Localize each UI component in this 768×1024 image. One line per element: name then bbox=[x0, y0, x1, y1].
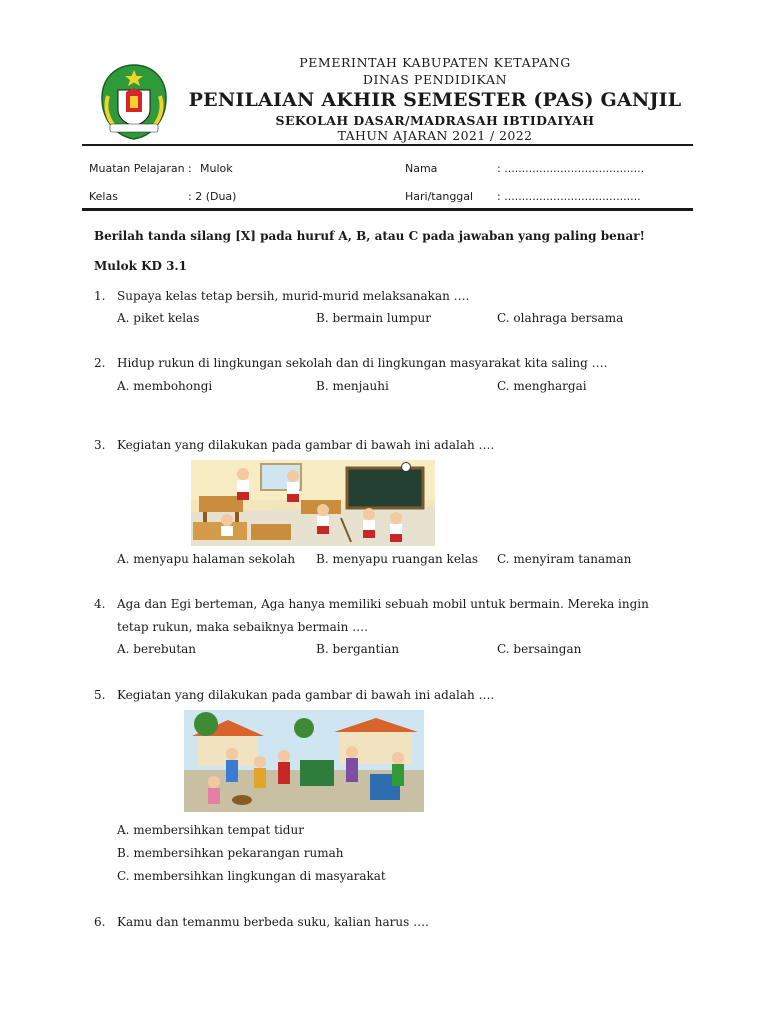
header-divider bbox=[82, 144, 693, 146]
date-label: Hari/tanggal bbox=[405, 190, 474, 203]
question-number: 2. bbox=[94, 356, 106, 370]
school-line: SEKOLAH DASAR/MADRASAH IBTIDAIYAH bbox=[275, 113, 595, 128]
option-a[interactable]: A. piket kelas bbox=[117, 311, 200, 325]
question-text: Hidup rukun di lingkungan sekolah dan di lingkungan masyarakat kita saling …. bbox=[117, 356, 608, 370]
question-text: Aga dan Egi berteman, Aga hanya memiliki sebuah mobil untuk bermain. Mereka ingin bbox=[117, 597, 649, 611]
identity-divider bbox=[82, 208, 693, 211]
regency-logo bbox=[96, 62, 172, 142]
class-label: Kelas bbox=[89, 190, 118, 203]
instruction: Berilah tanda silang [X] pada huruf A, B, atau C pada jawaban yang paling benar! bbox=[94, 229, 645, 243]
class-value: : 2 (Dua) bbox=[188, 190, 237, 203]
option-a[interactable]: A. membersihkan tempat tidur bbox=[117, 823, 304, 837]
department-line: DINAS PENDIDIKAN bbox=[362, 72, 508, 87]
question-number: 1. bbox=[94, 289, 106, 303]
community-cleanup-illustration bbox=[184, 710, 424, 812]
option-b[interactable]: B. menjauhi bbox=[316, 379, 389, 393]
question-text: Kamu dan temanmu berbeda suku, kalian harus …. bbox=[117, 915, 429, 929]
option-b[interactable]: B. membersihkan pekarangan rumah bbox=[117, 846, 344, 860]
subject-value: Mulok bbox=[200, 162, 233, 175]
question-number: 5. bbox=[94, 688, 106, 702]
option-a[interactable]: A. membohongi bbox=[117, 379, 213, 393]
name-field[interactable]: : ........................................ bbox=[497, 162, 645, 175]
question-number: 6. bbox=[94, 915, 106, 929]
option-c[interactable]: C. membersihkan lingkungan di masyarakat bbox=[117, 869, 386, 883]
name-label: Nama bbox=[405, 162, 438, 175]
option-b[interactable]: B. bermain lumpur bbox=[316, 311, 431, 325]
question-text: Kegiatan yang dilakukan pada gambar di bawah ini adalah …. bbox=[117, 438, 495, 452]
academic-year: TAHUN AJARAN 2021 / 2022 bbox=[337, 128, 533, 143]
government-line: PEMERINTAH KABUPATEN KETAPANG bbox=[299, 55, 571, 70]
date-field[interactable]: : ....................................... bbox=[497, 190, 641, 203]
question-number: 3. bbox=[94, 438, 106, 452]
option-c[interactable]: C. menyiram tanaman bbox=[497, 552, 632, 566]
section-title: Mulok KD 3.1 bbox=[94, 259, 187, 273]
classroom-cleaning-illustration bbox=[191, 460, 435, 546]
question-number: 4. bbox=[94, 597, 106, 611]
question-text-continued: tetap rukun, maka sebaiknya bermain …. bbox=[117, 620, 368, 634]
option-b[interactable]: B. bergantian bbox=[316, 642, 400, 656]
option-b[interactable]: B. menyapu ruangan kelas bbox=[316, 552, 479, 566]
option-c[interactable]: C. bersaingan bbox=[497, 642, 582, 656]
option-c[interactable]: C. menghargai bbox=[497, 379, 587, 393]
question-text: Supaya kelas tetap bersih, murid-murid melaksanakan …. bbox=[117, 289, 470, 303]
question-text: Kegiatan yang dilakukan pada gambar di bawah ini adalah …. bbox=[117, 688, 495, 702]
subject-label: Muatan Pelajaran : bbox=[89, 162, 192, 175]
option-a[interactable]: A. berebutan bbox=[117, 642, 197, 656]
option-c[interactable]: C. olahraga bersama bbox=[497, 311, 624, 325]
option-a[interactable]: A. menyapu halaman sekolah bbox=[117, 552, 296, 566]
exam-title: PENILAIAN AKHIR SEMESTER (PAS) GANJIL bbox=[188, 89, 682, 111]
